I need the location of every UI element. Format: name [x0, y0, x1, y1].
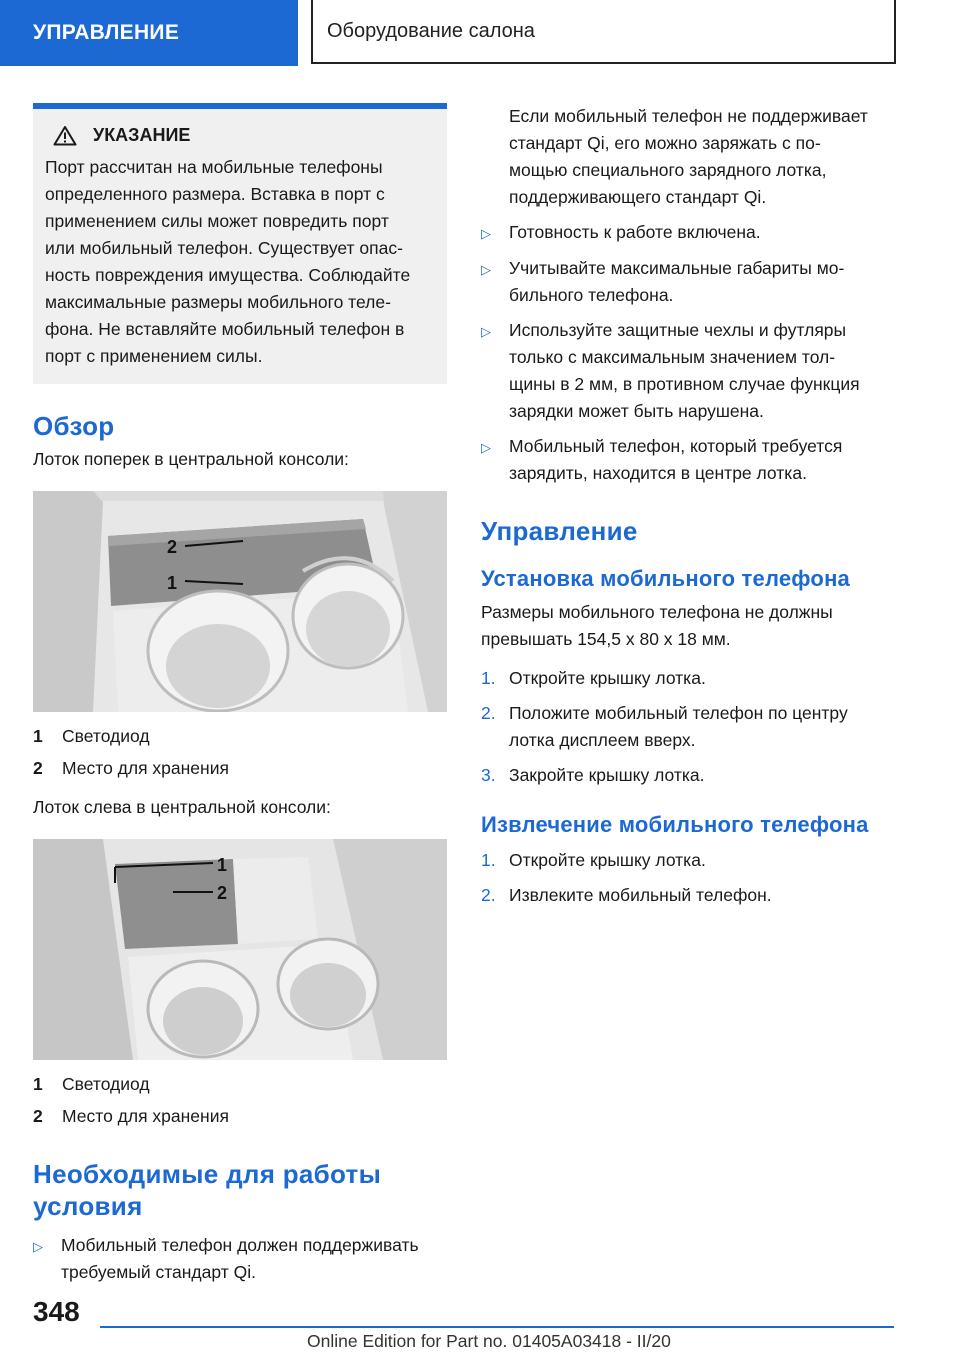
warning-triangle-icon [53, 125, 77, 146]
tray-transverse-image [33, 491, 447, 712]
legend-1 [33, 720, 447, 784]
legend-row [33, 1100, 447, 1132]
step-number: 3. [481, 765, 496, 785]
legend-number: 2 [33, 1106, 43, 1126]
insert-phone-intro [481, 599, 901, 653]
section-title: УПРАВЛЕНИЕ [33, 21, 180, 44]
legend-label: Место для хранения [62, 1106, 229, 1126]
overview-heading: Обзор [33, 411, 115, 441]
continuation-line: стандарт Qi, его можно заряжать с по- [509, 133, 821, 153]
triangle-bullet-icon: ▷ [33, 1239, 43, 1254]
intro-line: превышать 154,5 x 80 x 18 мм. [481, 629, 731, 649]
requirement-line: щины в 2 мм, в противном случае функция [509, 374, 860, 394]
step-line: Положите мобильный телефон по центру [509, 703, 848, 723]
requirement-line: Готовность к работе включена. [509, 222, 761, 242]
continuation-line: мощью специального зарядного лотка, [509, 160, 827, 180]
insert-step [481, 762, 901, 789]
warning-line: Порт рассчитан на мобильные телефоны [45, 157, 383, 177]
tray-left-illustration [33, 839, 447, 1060]
warning-box [33, 103, 447, 384]
overview-intro-2: Лоток слева в центральной консоли: [33, 797, 331, 817]
requirement-item [481, 433, 901, 487]
legend-number: 2 [33, 758, 43, 778]
legend-row [33, 1068, 447, 1100]
warning-line: применением силы может повредить порт [45, 211, 389, 231]
requirement-item [33, 1232, 447, 1286]
legend-2 [33, 1068, 447, 1132]
callout-label: 2 [167, 537, 178, 557]
chapter-title: Оборудование салона [327, 19, 535, 42]
requirements-heading-line: Необходимые для работы [33, 1159, 382, 1189]
tray-left-image [33, 839, 447, 1060]
callout-label: 1 [217, 855, 228, 875]
chapter-header [311, 0, 896, 64]
operation-heading: Управление [481, 516, 638, 546]
continuation-line: Если мобильный телефон не поддерживает [509, 106, 868, 126]
legend-row [33, 752, 447, 784]
intro-line: Размеры мобильного телефона не должны [481, 602, 833, 622]
warning-line: или мобильный телефон. Существует опас- [45, 238, 403, 258]
requirement-item [481, 317, 901, 425]
remove-step [481, 882, 901, 909]
warning-header [45, 125, 435, 146]
requirement-line: только с максимальным значением тол- [509, 347, 836, 367]
warning-line: фона. Не вставляйте мобильный телефон в [45, 319, 405, 339]
requirement-line: бильного телефона. [509, 285, 674, 305]
requirements-heading [33, 1158, 447, 1222]
triangle-bullet-icon: ▷ [481, 226, 491, 241]
requirement-continuation [481, 103, 901, 211]
page-number: 348 [33, 1296, 80, 1327]
legend-label: Светодиод [62, 726, 150, 746]
step-line: Извлеките мобильный телефон. [509, 885, 772, 905]
warning-title: УКАЗАНИЕ [93, 125, 191, 145]
left-column [33, 103, 447, 1286]
legend-row [33, 720, 447, 752]
insert-step [481, 665, 901, 692]
legend-number: 1 [33, 1074, 43, 1094]
requirements-heading-line: условия [33, 1191, 143, 1221]
legend-label: Светодиод [62, 1074, 150, 1094]
triangle-bullet-icon: ▷ [481, 262, 491, 277]
remove-step [481, 847, 901, 874]
tray-transverse-illustration [33, 491, 447, 712]
step-number: 2. [481, 703, 496, 723]
callout-label: 1 [167, 573, 178, 593]
remove-phone-heading: Извлечение мобильного телефона [481, 812, 869, 837]
step-number: 2. [481, 885, 496, 905]
step-line: Откройте крышку лотка. [509, 850, 706, 870]
step-line: лотка дисплеем вверх. [509, 730, 696, 750]
step-line: Закройте крышку лотка. [509, 765, 705, 785]
overview-intro-1: Лоток поперек в центральной консоли: [33, 449, 349, 469]
requirement-line: зарядки может быть нарушена. [509, 401, 764, 421]
requirement-line: Используйте защитные чехлы и футляры [509, 320, 847, 340]
requirement-item [481, 219, 901, 247]
warning-text [45, 154, 435, 370]
warning-line: ность повреждения имущества. Соблюдайте [45, 265, 411, 285]
requirement-line: Учитывайте максимальные габариты мо- [509, 258, 845, 278]
legend-label: Место для хранения [62, 758, 229, 778]
warning-line: максимальные размеры мобильного теле- [45, 292, 391, 312]
step-number: 1. [481, 850, 496, 870]
footer-edition: Online Edition for Part no. 01405A03418 - II/20 [307, 1331, 671, 1351]
requirement-line: зарядить, находится в центре лотка. [509, 463, 807, 483]
continuation-line: поддерживающего стандарт Qi. [509, 187, 767, 207]
section-tab[interactable] [0, 0, 298, 66]
footer-divider [100, 1326, 894, 1328]
requirement-line: Мобильный телефон, который требуется [509, 436, 843, 456]
triangle-bullet-icon: ▷ [481, 324, 491, 339]
insert-phone-heading: Установка мобильного телефона [481, 566, 850, 591]
right-column [481, 103, 901, 909]
legend-number: 1 [33, 726, 43, 746]
requirement-item [481, 255, 901, 309]
insert-step [481, 700, 901, 754]
warning-line: порт с применением силы. [45, 346, 263, 366]
requirement-line: требуемый стандарт Qi. [61, 1262, 256, 1282]
requirement-line: Мобильный телефон должен поддерживать [61, 1235, 419, 1255]
warning-line: определенного размера. Вставка в порт с [45, 184, 385, 204]
step-line: Откройте крышку лотка. [509, 668, 706, 688]
step-number: 1. [481, 668, 496, 688]
callout-label: 2 [217, 883, 228, 903]
triangle-bullet-icon: ▷ [481, 440, 491, 455]
